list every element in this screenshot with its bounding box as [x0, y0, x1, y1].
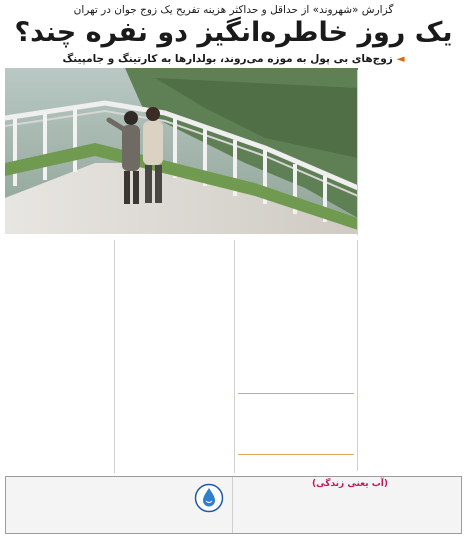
- text-column-4: [6, 240, 111, 473]
- advert-text: [243, 507, 457, 531]
- column-divider: [114, 240, 115, 473]
- pull-quote: [238, 393, 354, 455]
- advertisement-box: [5, 476, 462, 534]
- advert-tender-notice: [239, 477, 461, 533]
- water-drop-emblem-icon: [194, 483, 224, 513]
- column-divider: [357, 240, 358, 471]
- column-divider: [357, 70, 358, 235]
- subhead-text: زوج‌های بی پول به موزه می‌روند، بولدار‌ها به کارتینگ و جامپینگ: [62, 53, 393, 65]
- text-column-right-top: [361, 70, 461, 235]
- advert-organization-panel: [6, 477, 233, 533]
- article-subhead: [6, 52, 461, 66]
- advert-subtitle: (آب یعنی زندگی): [312, 479, 388, 489]
- article-kicker: گزارش «شهروند» از حداقل و حداکثر هزینه تفریح یک زوج جوان در تهران: [73, 4, 394, 16]
- article-photo: [5, 68, 358, 234]
- text-column-3: [118, 240, 231, 473]
- article-headline: یک روز خاطره‌انگیز دو نفره چند؟: [14, 17, 453, 48]
- couple-on-bridge-photo: [5, 68, 358, 234]
- text-column-1: [361, 240, 461, 471]
- column-divider: [234, 240, 235, 473]
- subhead-bullet-icon: ◄: [396, 53, 405, 65]
